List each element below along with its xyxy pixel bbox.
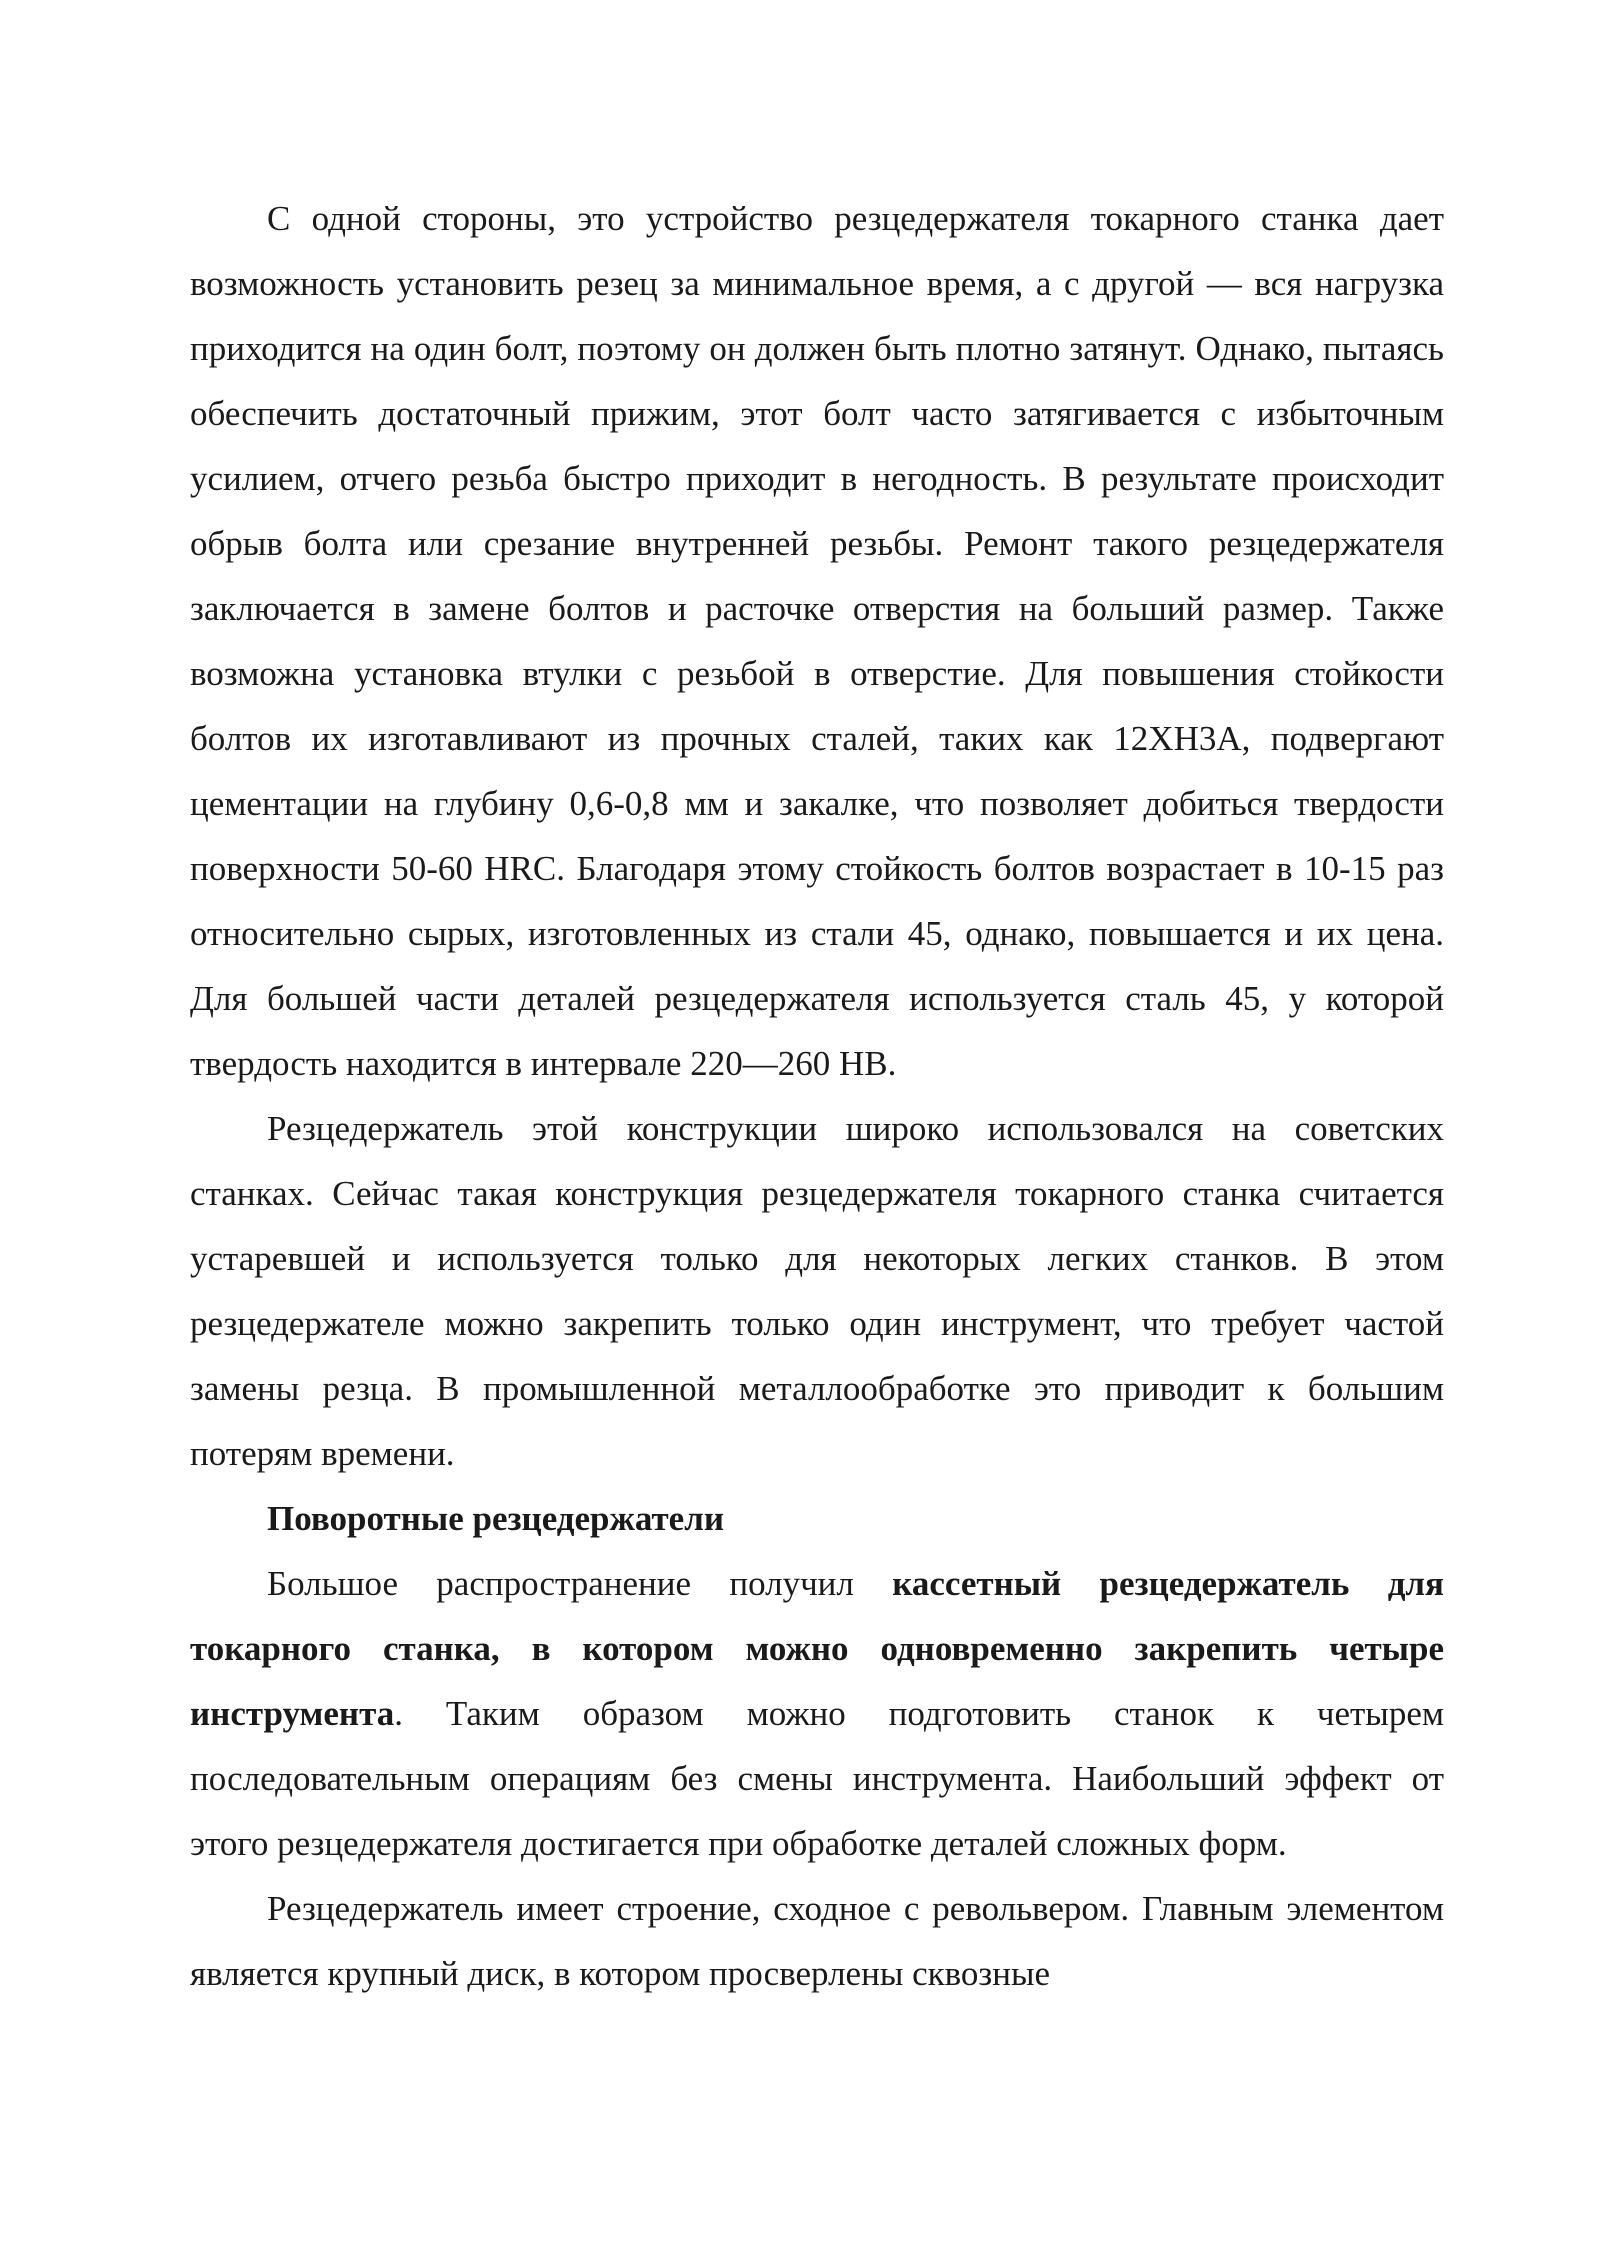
section-heading: Поворотные резцедержатели bbox=[267, 1499, 724, 1538]
document-page bbox=[190, 186, 1444, 2006]
bold-emphasis: кассетный резцедержатель для токарного станка, в котором можно одновременно закрепить четыре инструмента bbox=[190, 1564, 1444, 1733]
paragraph-text: . Таким образом можно подготовить станок к четырем последовательным операциям без смены инструмента. Наибольший эффект от этого резцедержателя достигается при обработке деталей сложных форм. bbox=[190, 1694, 1444, 1863]
paragraph: С одной стороны, это устройство резцедержателя токарного станка дает возможность установить резец за минимальное время, а с другой — вся нагрузка приходится на один болт, поэтому он должен быть плотно затянут. Однако, пытаясь обеспечить достаточный прижим, этот болт часто затягивается с избыточным усилием, отчего резьба быстро приходит в негодность. В результате происходит обрыв болта или срезание внутренней резьбы. Ремонт такого резцедержателя заключается в замене болтов и расточке отверстия на больший размер. Также возможна установка втулки с резьбой в отверстие. Для повышения стойкости болтов их изготавливают из прочных сталей, таких как 12ХН3А, подвергают цементации на глубину 0,6-0,8 мм и закалке, что позволяет добиться твердости поверхности 50-60 HRC. Благодаря этому стойкость болтов возрастает в 10-15 раз относительно сырых, изготовленных из стали 45, однако, повышается и их цена. Для большей части деталей резцедержателя используется сталь 45, у которой твердость находится в интервале 220—260 НВ. bbox=[190, 199, 1444, 1083]
paragraph-text: Большое распространение получил bbox=[267, 1564, 893, 1603]
paragraph bbox=[190, 1551, 1444, 1876]
paragraph: Резцедержатель имеет строение, сходное с револьвером. Главным элементом является крупный диск, в котором просверлены сквозные bbox=[190, 1889, 1444, 1993]
paragraph: Резцедержатель этой конструкции широко использовался на советских станках. Сейчас такая конструкция резцедержателя токарного станка считается устаревшей и используется только для некоторых легких станков. В этом резцедержателе можно закрепить только один инструмент, что требует частой замены резца. В промышленной металлообработке это приводит к большим потерям времени. bbox=[190, 1109, 1444, 1473]
